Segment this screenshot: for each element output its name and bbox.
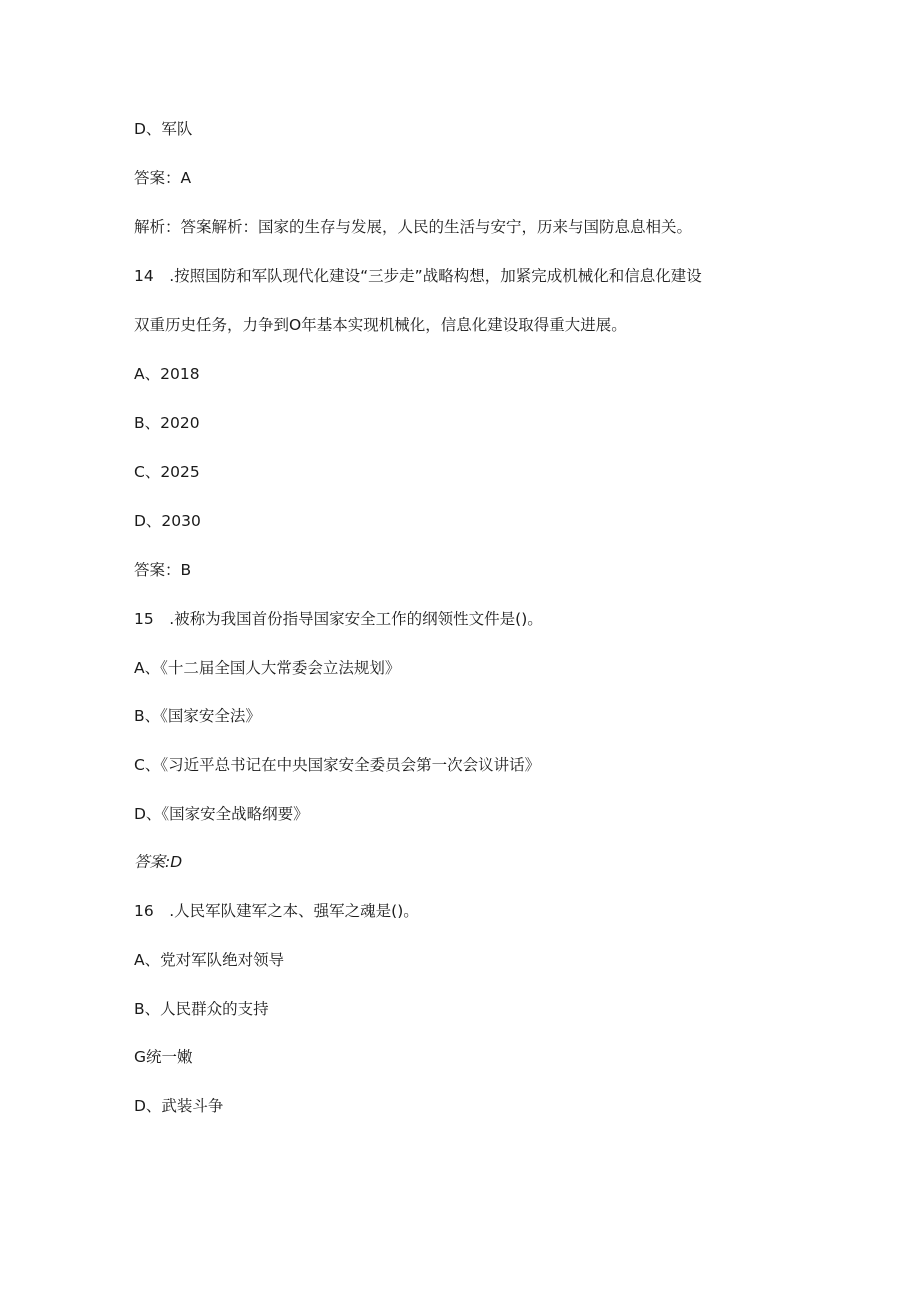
q15-option-d: D、《国家安全战略纲要》 — [134, 805, 309, 823]
q16-option-d: D、武装斗争 — [134, 1097, 224, 1115]
q16-question: 16 .人民军队建军之本、强军之魂是()。 — [134, 902, 419, 920]
q14-option-a: A、2018 — [134, 365, 200, 383]
q13-answer: 答案：A — [134, 169, 192, 187]
q15-option-a: A、《十二届全国人大常委会立法规划》 — [134, 659, 401, 677]
q14-answer: 答案：B — [134, 561, 192, 579]
q16-option-a: A、党对军队绝对领导 — [134, 951, 285, 969]
q14-option-d: D、2030 — [134, 512, 201, 530]
q16-option-c: G统一嫩 — [134, 1048, 193, 1066]
q14-option-b: B、2020 — [134, 414, 200, 432]
q13-option-d: D、军队 — [134, 120, 193, 138]
q15-answer: 答案:D — [134, 853, 183, 871]
q15-option-c: C、《习近平总书记在中央国家安全委员会第一次会议讲话》 — [134, 756, 541, 774]
q15-question: 15 .被称为我国首份指导国家安全工作的纲领性文件是()。 — [134, 610, 543, 628]
q14-option-c: C、2025 — [134, 463, 200, 481]
q14-question-line1: 14 .按照国防和军队现代化建设“三步走”战略构想，加紧完成机械化和信息化建设 — [134, 267, 702, 285]
q15-option-b: B、《国家安全法》 — [134, 707, 261, 725]
q14-question-line2: 双重历史任务，力争到O年基本实现机械化，信息化建设取得重大进展。 — [134, 316, 627, 334]
q13-explanation: 解析：答案解析：国家的生存与发展，人民的生活与安宁，历来与国防息息相关。 — [134, 218, 693, 236]
q16-option-b: B、人民群众的支持 — [134, 1000, 269, 1018]
